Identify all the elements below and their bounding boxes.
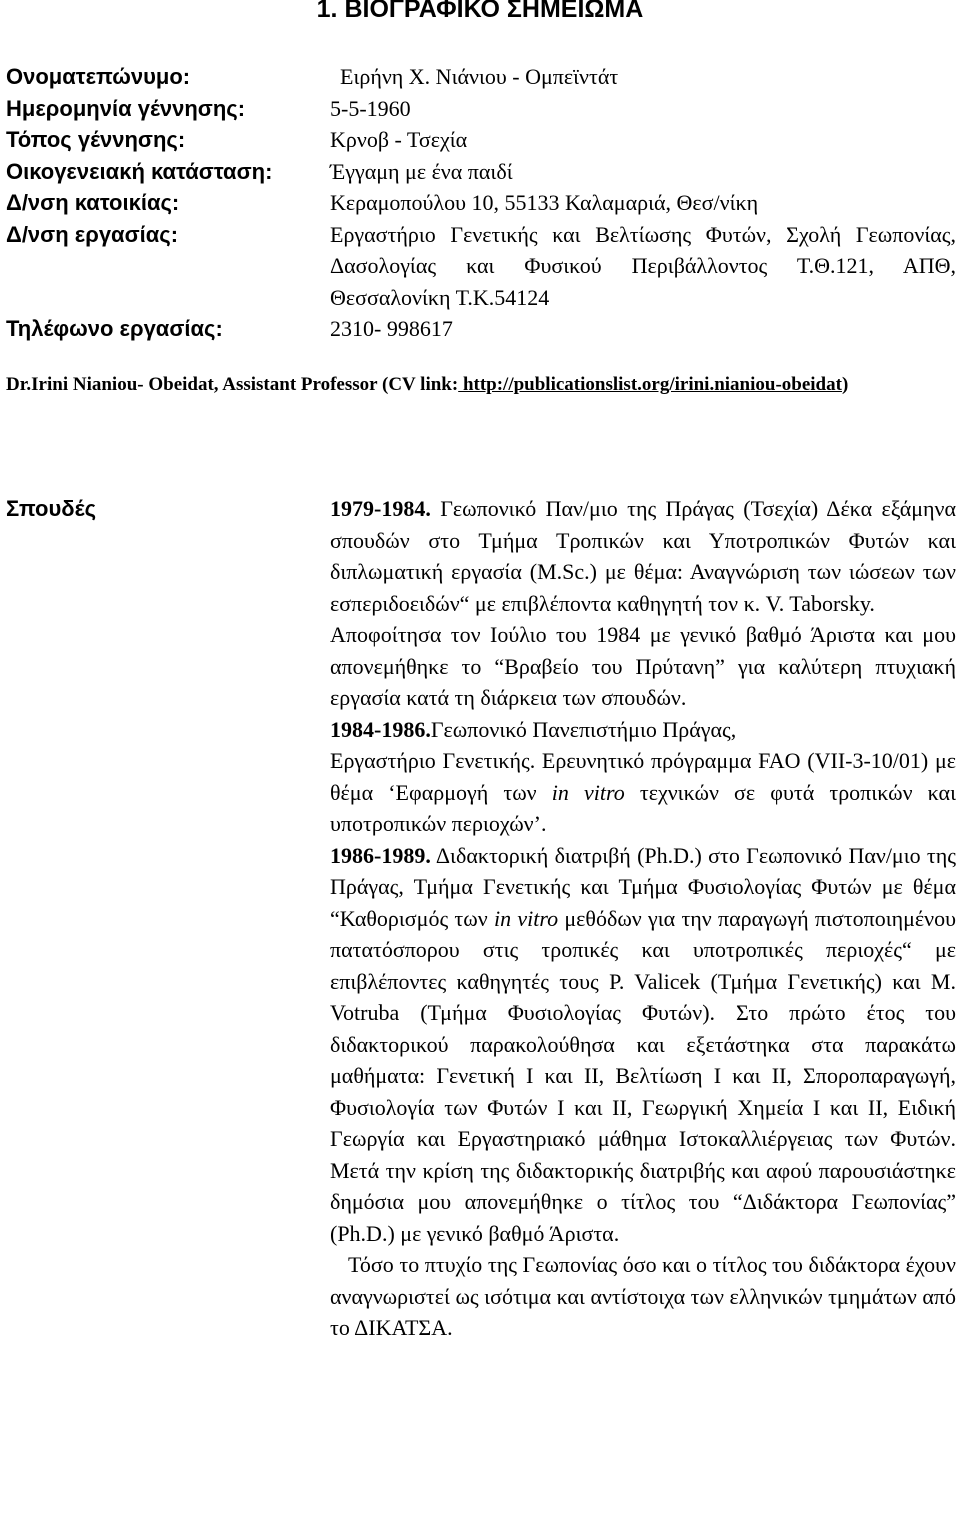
cv-prefix: Dr.Irini Nianiou- Obeidat, Assistant Professor (CV link: xyxy=(6,374,459,395)
section-title: 1. ΒΙΟΓΡΑΦΙΚΟ ΣΗΜΕΙΩΜΑ xyxy=(316,0,644,23)
studies-text-3b: Εργαστήριο Γενετικής. Ερευνητικό πρόγραμμα FAO (VII-3-10/01) με θέμα ‘Εφαρμογή των xyxy=(330,748,956,805)
dob-value: 5-5-1960 xyxy=(330,95,411,121)
studies-paragraph-3 xyxy=(330,714,956,840)
name-value: Ειρήνη Χ. Νιάνιου - Ομπεϊντάτ xyxy=(340,64,619,89)
studies-text-3c: τεχνικών σε φυτά τροπικών και υποτροπικών περιοχών’. xyxy=(330,779,956,836)
studies-text-2: Αποφοίτησα τον Ιούλιο του 1984 με γενικό βαθμό Άριστα και μου απονεμήθηκε το “Βραβείο του Πρύτανη” για καλύτερη πτυχιακή εργασία κατά τη διάρκεια των σπουδών. xyxy=(330,622,956,710)
work-label: Δ/νση εργασίας: xyxy=(6,221,179,247)
family-label: Οικογενειακή κατάσταση: xyxy=(6,158,273,184)
studies-body xyxy=(330,493,956,1344)
years-1984-1986: 1984-1986. xyxy=(330,716,431,742)
info-row-work xyxy=(6,219,956,314)
home-label: Δ/νση κατοικίας: xyxy=(6,190,180,215)
info-row-family xyxy=(6,156,956,188)
info-row-phone xyxy=(6,313,956,345)
cv-line xyxy=(6,371,952,399)
studies-italic-3: in vitro xyxy=(551,779,625,805)
studies-text-4b: μεθόδων για την παραγωγή πιστοποιημένου πατατόσπορου στις τροπικές και υποτροπικές περιοχές“ με επιβλέποντες καθηγητές τους P. Valicek (Τμήμα Γενετικής) και Μ. Votruba (Τμήμα Φυσιολογίας Φυτών). Στο πρώτο έτος του διδακτορικού παρακολούθησα και εξετάστηκα στα παρακάτω μαθήματα: Γενετική Ι και ΙΙ, Βελτίωση Ι και ΙΙ, Σποροπαραγωγή, Φυσιολογία των Φυτών Ι και ΙΙ, Γεωργική Χημεία Ι και ΙΙ, Ειδική Γεωργία και Εργαστηριακό μάθημα Ιστοκαλλιέργειας των Φυτών. Μετά την κρίση της διδακτορικής διατριβής και αφού παρουσιάστηκε δημόσια μου απονεμήθηκε ο τίτλος του “Διδάκτορα Γεωπονίας” (Ph.D.) με γενικό βαθμό Άριστα. xyxy=(330,905,956,1246)
info-row-home xyxy=(6,187,956,219)
studies-text-4a: Διδακτορική διατριβή (Ph.D.) στο Γεωπονικό Παν/μιο της Πράγας, Τμήμα Γενετικής και Τμήμα Φυσιολογίας Φυτών με θέμα “Καθορισμός των xyxy=(330,842,956,931)
work-value: Εργαστήριο Γενετικής και Βελτίωσης Φυτών, Σχολή Γεωπονίας, Δασολογίας και Φυσικού Περιβάλλοντος Τ.Θ.121, ΑΠΘ, Θεσσαλονίκη Τ.Κ.54124 xyxy=(330,221,956,310)
info-row-pob xyxy=(6,124,956,156)
dob-label: Ημερομηνία γέννησης: xyxy=(6,95,246,121)
personal-info xyxy=(6,61,956,345)
cv-suffix: ) xyxy=(841,374,849,395)
studies-text-3a: Γεωπονικό Πανεπιστήμιο Πράγας, xyxy=(430,716,737,742)
cv-link[interactable]: http://publicationslist.org/irini.nianiou-obeidat xyxy=(458,374,842,395)
home-value: Κεραμοπούλου 10, 55133 Καλαμαριά, Θεσ/νίκη xyxy=(330,190,759,215)
studies-italic-4: in vitro xyxy=(493,905,559,931)
studies-paragraph-1 xyxy=(330,493,956,619)
studies-label: Σπουδές xyxy=(6,496,97,521)
family-value: Έγγαμη με ένα παιδί xyxy=(330,158,513,184)
studies-text-5: Τόσο το πτυχίο της Γεωπονίας όσο και ο τίτλος του διδάκτορα έχουν αναγνωριστεί ως ισότιμα και αντίστοιχα των ελληνικών τμημάτων από το ΔΙΚΑΤΣΑ. xyxy=(330,1252,956,1340)
years-1979-1984: 1979-1984. xyxy=(330,496,431,521)
studies-paragraph-5 xyxy=(330,1249,956,1344)
years-1986-1989: 1986-1989. xyxy=(330,842,431,868)
phone-label: Τηλέφωνο εργασίας: xyxy=(6,316,223,341)
studies-paragraph-2 xyxy=(330,619,956,714)
phone-value: 2310- 998617 xyxy=(330,316,453,341)
name-label: Ονοματεπώνυμο: xyxy=(6,64,191,89)
info-row-dob xyxy=(6,93,956,125)
pob-value: Κρνοβ - Τσεχία xyxy=(330,127,468,152)
studies-text-1: Γεωπονικό Παν/μιο της Πράγας (Τσεχία) Δέκα εξάμηνα σπουδών στο Τμήμα Τροπικών και Υποτροπικών Φυτών και διπλωματική εργασία (M.Sc.) με θέμα: Αναγνώριση των ιώσεων των εσπεριδοειδών“ με επιβλέποντα καθηγητή τον κ. V. Taborsky. xyxy=(330,496,956,616)
pob-label: Τόπος γέννησης: xyxy=(6,127,186,152)
info-row-name xyxy=(6,61,956,93)
studies-paragraph-4 xyxy=(330,840,956,1250)
